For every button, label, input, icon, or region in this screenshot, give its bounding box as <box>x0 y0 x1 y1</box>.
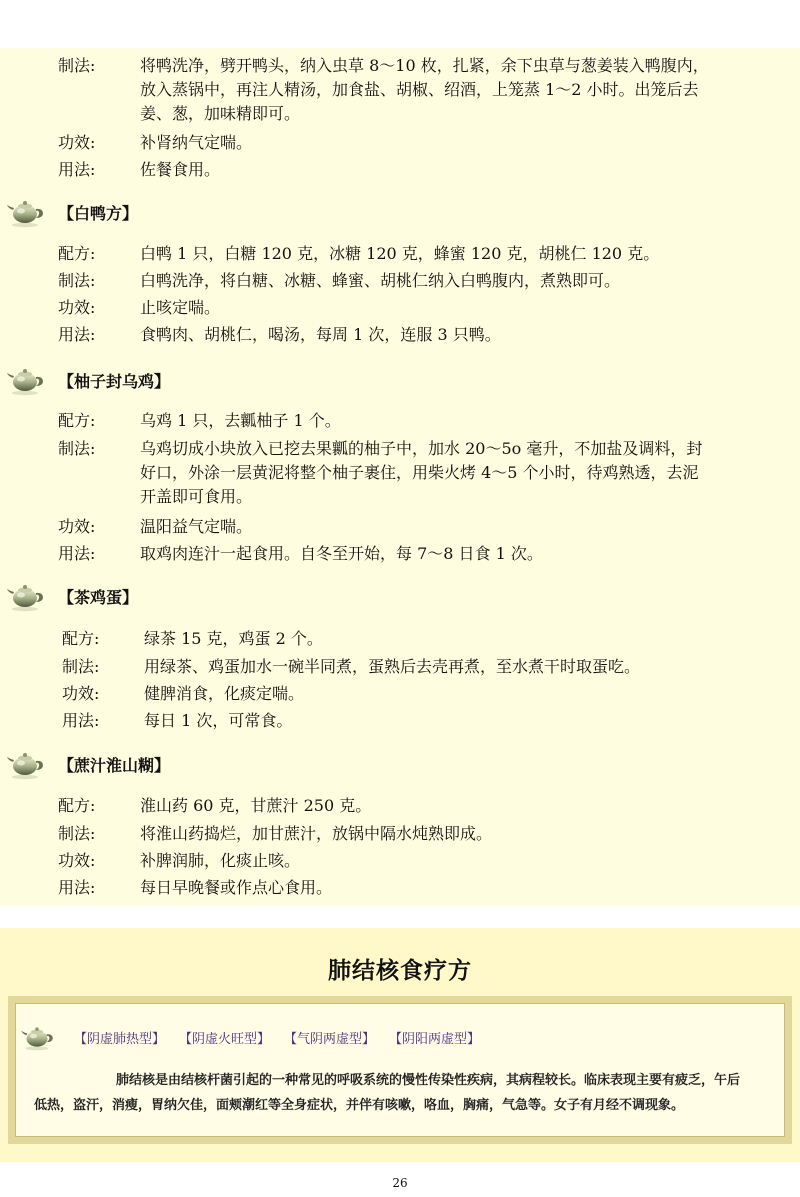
recipe1-effect <box>58 131 792 155</box>
section-title: 肺结核食疗方 <box>328 958 472 984</box>
recipe4-method <box>62 655 796 679</box>
usage-text: 食鸭肉、胡桃仁，喝汤，每周 1 次，连服 3 只鸭。 <box>140 325 501 344</box>
recipe-title: 【白鸭方】 <box>58 203 139 223</box>
teapot-icon <box>20 1023 54 1051</box>
method-text: 用绿茶、鸡蛋加水一碗半同煮，蛋熟后去壳再煮，至水煮干时取蛋吃。 <box>144 657 641 676</box>
effect-text: 健脾消食，化痰定喘。 <box>144 684 305 703</box>
intro-line: 肺结核是由结核杆菌引起的一种常见的呼吸系统的慢性传染性疾病，其病程较长。临床表现主要有疲乏，午后 <box>116 1073 741 1088</box>
tab-yinxu-feire[interactable]: 【阴虚肺热型】 <box>74 1031 166 1047</box>
recipe1-usage <box>58 158 792 182</box>
method-label: 制法: <box>58 56 96 75</box>
usage-text: 每日 1 次，可常食。 <box>144 711 293 730</box>
recipe2-heading <box>6 196 138 228</box>
formula-text: 绿茶 15 克，鸡蛋 2 个。 <box>144 629 323 648</box>
intro-line: 低热，盗汗，消瘦，胃纳欠佳，面颊潮红等全身症状，并伴有咳嗽，咯血，胸痛，气急等。女子有月经不调现象。 <box>34 1098 685 1113</box>
method-line: 姜、葱，加味精即可。 <box>140 104 301 123</box>
effect-text: 补脾润肺，化痰止咳。 <box>140 851 301 870</box>
recipe-title: 【柚子封乌鸡】 <box>58 371 171 391</box>
effect-label: 功效: <box>58 133 96 152</box>
section-intro <box>34 1068 784 1118</box>
teapot-icon <box>6 196 44 228</box>
recipe4-heading <box>6 580 138 612</box>
formula-text: 白鸭 1 只，白糖 120 克，冰糖 120 克，蜂蜜 120 克，胡桃仁 120 克。 <box>140 244 660 263</box>
recipe4-effect <box>62 682 796 706</box>
formula-text: 乌鸡 1 只，去瓤柚子 1 个。 <box>140 411 341 430</box>
effect-label: 功效: <box>62 684 100 703</box>
recipe2-formula <box>58 242 792 266</box>
tab-yinyang-liangxu[interactable]: 【阴阳两虚型】 <box>389 1031 481 1047</box>
effect-text: 止咳定喘。 <box>140 298 221 317</box>
recipe4-usage <box>62 709 796 733</box>
recipe2-usage <box>58 323 792 347</box>
recipe4-formula <box>62 627 796 651</box>
page-number: 26 <box>392 1176 408 1190</box>
recipe5-usage <box>58 876 792 900</box>
tab-qiyin-liangxu[interactable]: 【气阴两虚型】 <box>284 1031 376 1047</box>
teapot-icon <box>6 364 44 396</box>
usage-text: 佐餐食用。 <box>140 160 221 179</box>
formula-label: 配方: <box>58 244 96 263</box>
method-text: 将淮山药捣烂，加甘蔗汁，放锅中隔水炖熟即成。 <box>140 824 493 843</box>
usage-text: 每日早晚餐或作点心食用。 <box>140 878 333 897</box>
effect-text: 温阳益气定喘。 <box>140 517 253 536</box>
usage-label: 用法: <box>58 325 96 344</box>
effect-text: 补肾纳气定喘。 <box>140 133 253 152</box>
recipe5-effect <box>58 849 792 873</box>
recipe3-heading <box>6 364 170 396</box>
recipe3-method <box>58 437 792 509</box>
recipe5-heading <box>6 748 170 780</box>
tab-yinxu-huowang[interactable]: 【阴虚火旺型】 <box>179 1031 271 1047</box>
recipe2-effect <box>58 296 792 320</box>
method-line: 开盖即可食用。 <box>140 487 253 506</box>
method-line: 放入蒸锅中，再注人精汤，加食盐、胡椒、绍酒，上笼蒸 1～2 小时。出笼后去 <box>140 80 699 99</box>
teapot-icon <box>6 580 44 612</box>
formula-text: 淮山药 60 克，甘蔗汁 250 克。 <box>140 796 372 815</box>
method-label: 制法: <box>58 439 96 458</box>
method-line: 好口，外涂一层黄泥将整个柚子裹住，用柴火烤 4～5 个小时，待鸡熟透，去泥 <box>140 463 699 482</box>
recipe5-formula <box>58 794 792 818</box>
section-tabs <box>20 1020 494 1054</box>
effect-label: 功效: <box>58 298 96 317</box>
recipe-title: 【茶鸡蛋】 <box>58 587 139 607</box>
usage-label: 用法: <box>62 711 100 730</box>
usage-label: 用法: <box>58 160 96 179</box>
recipe3-usage <box>58 542 792 566</box>
usage-text: 取鸡肉连汁一起食用。自冬至开始，每 7～8 日食 1 次。 <box>140 544 543 563</box>
method-text: 白鸭洗净，将白糖、冰糖、蜂蜜、胡桃仁纳入白鸭腹内，煮熟即可。 <box>140 271 621 290</box>
method-line: 乌鸡切成小块放入已挖去果瓤的柚子中，加水 20～5o 毫升，不加盐及调料，封 <box>140 439 703 458</box>
usage-label: 用法: <box>58 878 96 897</box>
recipe3-formula <box>58 409 792 433</box>
method-label: 制法: <box>62 657 100 676</box>
method-label: 制法: <box>58 824 96 843</box>
recipe2-method <box>58 269 792 293</box>
effect-label: 功效: <box>58 517 96 536</box>
effect-label: 功效: <box>58 851 96 870</box>
formula-label: 配方: <box>58 796 96 815</box>
method-label: 制法: <box>58 271 96 290</box>
usage-label: 用法: <box>58 544 96 563</box>
recipe5-method <box>58 822 792 846</box>
method-line: 将鸭洗净，劈开鸭头，纳入虫草 8～10 枚，扎紧，余下虫草与葱姜装入鸭腹内， <box>140 56 709 75</box>
formula-label: 配方: <box>62 629 100 648</box>
formula-label: 配方: <box>58 411 96 430</box>
recipe-title: 【蔗汁淮山糊】 <box>58 755 171 775</box>
teapot-icon <box>6 748 44 780</box>
recipe3-effect <box>58 515 792 539</box>
recipe1-method <box>58 54 792 126</box>
